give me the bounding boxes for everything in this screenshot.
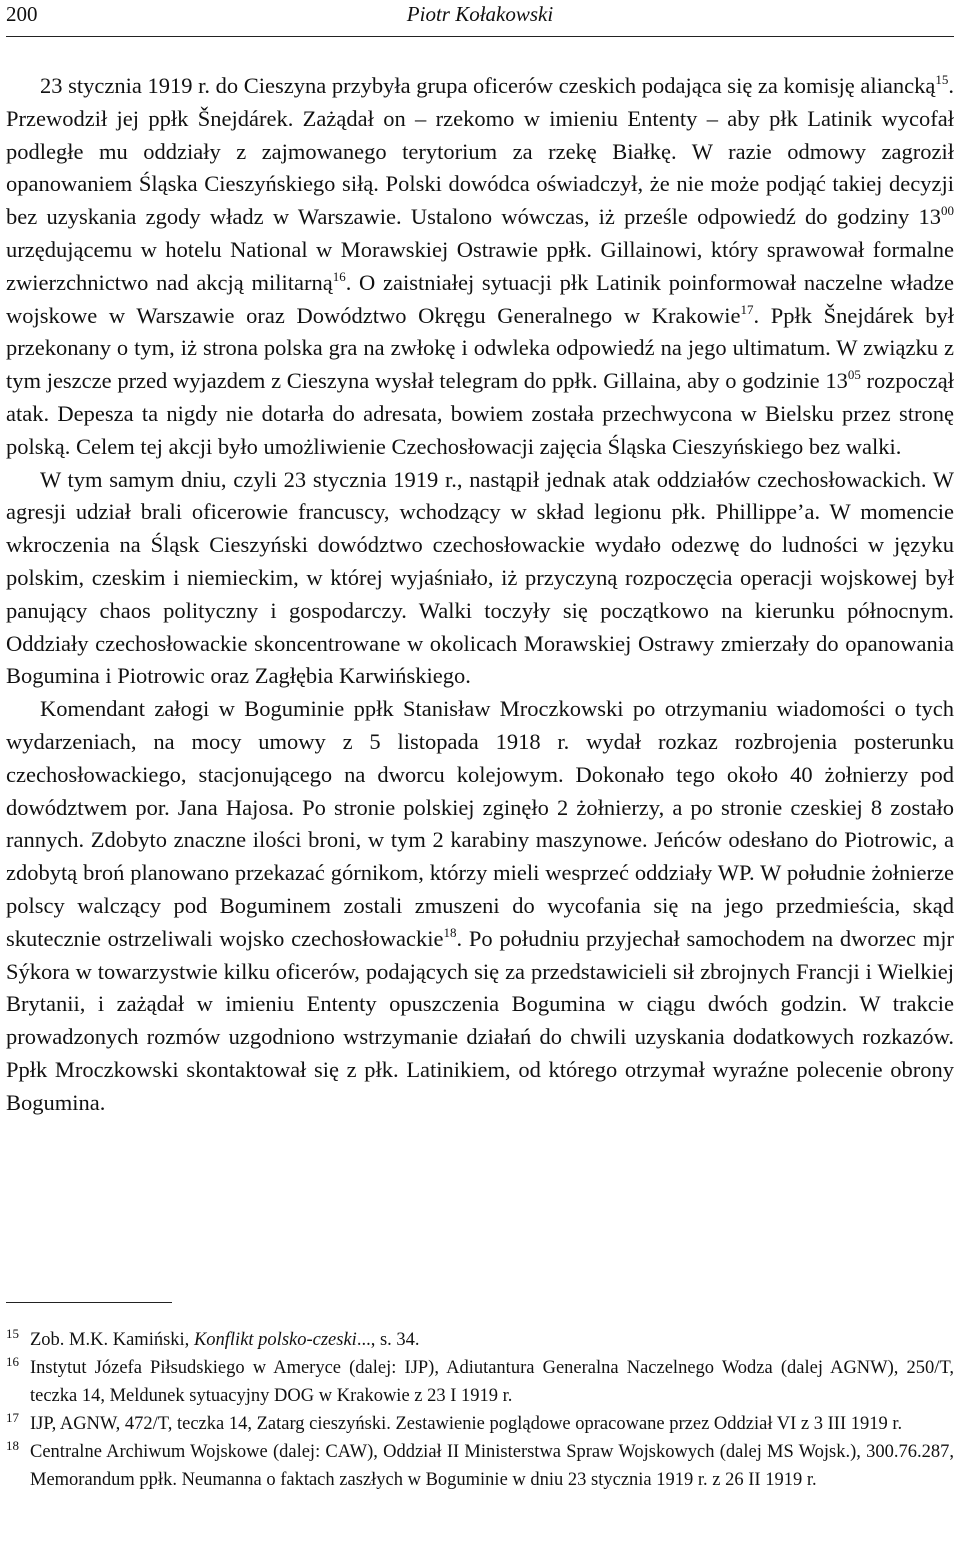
footnote-text: Instytut Józefa Piłsudskiego w Ameryce (dalej: IJP), Adiutantura Generalna Naczelnego Wodza (dalej AGNW), 250/T, teczka 14, Meldunek sytuacyjny DOG w Krakowie z 23 I 1919 r. xyxy=(30,1358,954,1406)
footnote-text: IJP, AGNW, 472/T, teczka 14, Zatarg cieszyński. Zestawienie poglądowe opracowane przez Oddział VI z 3 III 1919 r. xyxy=(30,1414,903,1434)
page-number: 200 xyxy=(6,2,38,26)
footnote-reference: 00 xyxy=(941,203,954,219)
paragraph-text: 23 stycznia 1919 r. do Cieszyna przybyła grupa oficerów czeskich podająca się za komisję aliancką xyxy=(40,73,936,98)
paragraph xyxy=(6,70,954,464)
footnote-reference: 16 xyxy=(332,268,346,284)
footnote-rule xyxy=(6,1302,172,1303)
paragraph xyxy=(6,464,954,694)
footnote-number: 17 xyxy=(6,1410,19,1425)
footnote-number: 15 xyxy=(6,1326,19,1341)
footnote-number: 18 xyxy=(6,1438,19,1453)
footnote-text: Centralne Archiwum Wojskowe (dalej: CAW), Oddział II Ministerstwa Spraw Wojskowych (dalej MS Wojsk.), 300.76.287, Memorandum ppłk. Neumanna o faktach zaszłych w Boguminie w dniu 23 stycznia 1919 r. z 26 II 1919 r. xyxy=(30,1442,954,1490)
footnote-reference: 05 xyxy=(847,367,861,383)
footnote-number: 16 xyxy=(6,1354,19,1369)
main-text xyxy=(6,70,954,1120)
footnote xyxy=(6,1438,954,1494)
footnotes xyxy=(6,1326,954,1494)
paragraph xyxy=(6,693,954,1119)
paragraph-text: W tym samym dniu, czyli 23 stycznia 1919 r., nastąpił jednak atak oddziałów czechosłowackich. W agresji udział brali oficerowie francuscy, wchodzący w skład legionu płk. Phillippe’a. W momencie wkroczenia na Śląsk Cieszyński dowództwo czechosłowackie wydało odezwę do ludności w języku polskim, czeskim i niemieckim, w której wyjaśniało, iż przyczyną rozpoczęcia operacji wojskowej był panujący chaos polityczny i gospodarczy. Walki toczyły się początkowo na kierunku północnym. Oddziały czechosłowackie skoncentrowane w okolicach Morawskiej Ostrawy zmierzały do opanowania Bogumina i Piotrowic oraz Zagłębia Karwińskiego. xyxy=(6,466,954,689)
footnote-text: ..., s. 34. xyxy=(356,1330,420,1350)
footnote xyxy=(6,1410,954,1438)
paragraph-text: Komendant załogi w Boguminie ppłk Stanisław Mroczkowski po otrzymaniu wiadomości o tych wydarzeniach, na mocy umowy z 5 listopada 1918 r. wydał rozkaz rozbrojenia posterunku czechosłowackiego, stacjonującego na dworcu kolejowym. Dokonało tego około 40 żołnierzy pod dowództwem por. Jana Hajosa. Po stronie polskiej zginęło 2 żołnierzy, a po stronie czeskiej 8 zostało rannych. Zdobyto znaczne ilości broni, w tym 2 karabiny maszynowe. Jeńców odesłano do Piotrowic, a zdobytą broń planowano przekazać górnikom, którzy mieli wesprzeć oddziały WP. W południe żołnierze polscy walczący pod Boguminem zostali zmuszeni do wycofania się na jego przedmieścia, skąd skutecznie ostrzeliwali wojsko czechosłowackie xyxy=(6,696,954,951)
footnote xyxy=(6,1354,954,1410)
paragraph-text: . Po południu przyjechał samochodem na dworzec mjr Sýkora w towarzystwie kilku oficerów, podających się za przedstawicieli sił zbrojnych Francji i Wielkiej Brytanii, i zażądał w imieniu Ententy opuszczenia Bogumina w ciągu dwóch godzin. W trakcie prowadzonych rozmów uzgodniono wstrzymanie działań do chwili uzyskania dodatkowych rozkazów. Ppłk Mroczkowski skontaktował się z płk. Latinikiem, od którego otrzymał wyraźne polecenie obrony Bogumina. xyxy=(6,925,955,1115)
page-header xyxy=(6,0,954,28)
footnote-reference: 15 xyxy=(935,72,949,87)
footnote-title-italic: Konflikt polsko-czeski xyxy=(193,1330,357,1350)
footnote-reference: 18 xyxy=(443,924,457,940)
paragraph-text: . Ppłk Šnejdárek był przekonany o tym, iż strona polska gra na zwłokę i odwleka odpowiedź na jego ultimatum. W związku z tym jeszcze przed wyjazdem z Cieszyna wysłał telegram do ppłk. Gillaina, aby o godzinie 13 xyxy=(6,302,954,394)
paragraph-text: urzędującemu w hotelu National w Morawskiej Ostrawie ppłk. Gillainowi, który sprawował formalne zwierzchnictwo nad akcją militarną xyxy=(6,236,954,295)
paragraph-text: . O zaistniałej sytuacji płk Latinik poinformował naczelne władze wojskowe w Warszawie oraz Dowództwo Okręgu Generalnego w Krakowie xyxy=(6,269,954,328)
paragraph-text: . Przewodził jej ppłk Šnejdárek. Zażądał on – rzekomo w imieniu Ententy – aby płk Latinik wycofał podległe mu oddziały z zajmowanego terytorium za rzekę Białkę. W razie odmowy zagroził opanowaniem Śląska Cieszyńskiego siłą. Polski dowódca oświadczył, że nie może podjąć takiej decyzji bez uzyskania zgody władz w Warszawie. Ustalono wówczas, iż prześle odpowiedź do godziny 13 xyxy=(6,73,954,230)
footnote-reference: 17 xyxy=(740,301,754,317)
running-title: Piotr Kołakowski xyxy=(406,2,554,26)
header-rule xyxy=(6,36,954,37)
footnote xyxy=(6,1326,954,1354)
footnote-text: Zob. M.K. Kamiński, xyxy=(30,1330,194,1350)
paragraph-text: rozpoczął atak. Depesza ta nigdy nie dotarła do adresata, bowiem została przechwycona w Bielsku przez stronę polską. Celem tej akcji było umożliwienie Czechosłowacji zajęcia Śląska Cieszyńskiego bez walki. xyxy=(6,368,954,459)
